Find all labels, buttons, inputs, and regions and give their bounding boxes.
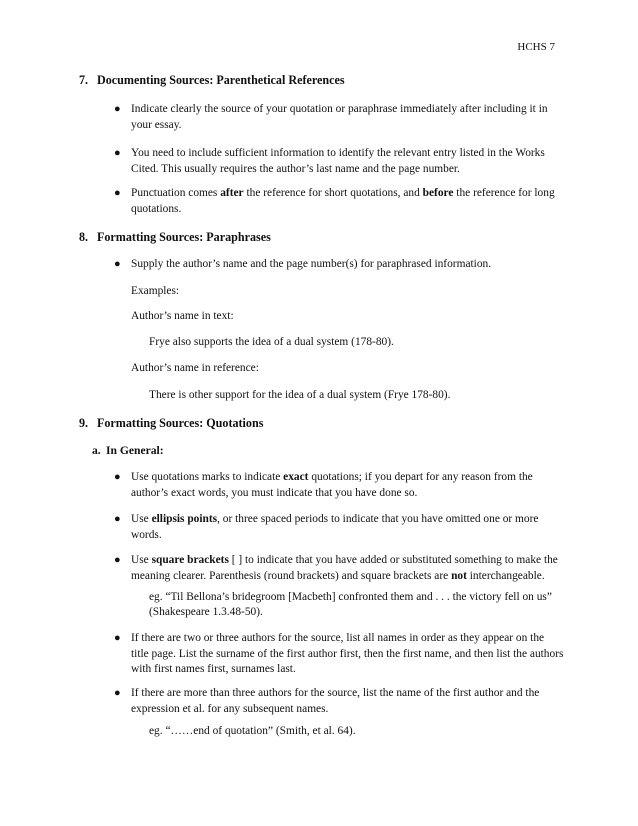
list-item [114,102,564,133]
bullet-icon: ● [114,513,121,525]
section-8-heading [79,230,271,246]
bullet-icon: ● [114,147,121,159]
bullet-text: Indicate clearly the source of your quotation or paraphrase immediately after including it in your essay. [131,103,548,131]
quotation-example: eg. “Til Bellona’s bridegroom [Macbeth] confronted them and . . . the victory fell on us” [149,591,552,603]
subsection-letter: a. [92,444,101,457]
bold-text-run: square brackets [151,554,229,566]
section-8-number: 8. [79,230,89,244]
list-item [114,257,564,273]
bold-text-run: ellipsis points [151,513,218,525]
example-label: Author’s name in text: [131,310,234,322]
bullet-icon: ● [114,687,121,699]
bold-text-run: not [451,569,467,582]
list-item [114,470,564,501]
list-item [114,512,564,543]
text-run: Punctuation comes [131,187,221,199]
section-8-title: Formatting Sources: Paraphrases [97,230,271,244]
bold-text-run: before [422,187,454,199]
list-item [114,631,564,678]
example-text: There is other support for the idea of a dual system (Frye 178-80). [149,389,451,401]
bullet-text: Supply the author’s name and the page number(s) for paraphrased information. [131,258,492,270]
bullet-text [131,512,564,543]
bold-text-run: exact [283,471,309,483]
list-item [114,146,564,177]
list-item [114,686,564,717]
section-7-heading [79,73,345,89]
bullet-icon: ● [114,554,121,566]
subsection-heading [92,443,164,459]
section-9-number: 9. [79,416,89,430]
text-run: Use [131,513,152,525]
bullet-icon: ● [114,471,121,483]
page-header-label: HCHS 7 [517,41,555,53]
text-run: the reference for long quotations. [131,187,555,215]
bullet-icon: ● [114,632,121,644]
bold-text-run: after [220,187,244,199]
text-run: quotations; if you depart for any reason from the author’s exact words, you must indicate that you have done so. [131,471,533,499]
section-9-heading [79,416,263,432]
text-run: Use [131,554,152,566]
text-run: , or three spaced periods to indicate that you have omitted one or more words. [131,513,539,541]
bullet-text [131,553,564,584]
bullet-text: If there are two or three authors for the source, list all names in order as they appear on the title page. List the surname of the first author first, then the first name, and then list the authors with first names first, surnames last. [131,632,564,675]
text-run: [ ] to indicate that you have added or substituted something to make the meaning clearer. Parenthesis (round brackets) and square brackets are [131,554,558,582]
list-item [114,553,564,584]
quotation-example: eg. “……end of quotation” (Smith, et al. 64). [149,725,356,737]
subsection-title: In General: [106,444,164,457]
quotation-example-citation: (Shakespeare 1.3.48-50). [149,606,263,618]
bullet-text [131,186,564,217]
bullet-text: You need to include sufficient information to identify the relevant entry listed in the Works Cited. This usually requires the author’s last name and the page number. [131,147,545,175]
text-run: interchangeable. [466,569,545,582]
text-run: Use quotations marks to indicate [131,471,284,483]
bullet-icon: ● [114,103,121,115]
section-9-title: Formatting Sources: Quotations [97,416,264,430]
text-run: the reference for short quotations, and [243,187,423,199]
example-label: Author’s name in reference: [131,362,259,374]
bullet-icon: ● [114,187,121,199]
section-7-number: 7. [79,73,89,87]
bullet-text: If there are more than three authors for the source, list the name of the first author and the expression et al. for any subsequent names. [131,687,540,715]
section-7-title: Documenting Sources: Parenthetical References [97,73,345,87]
examples-label: Examples: [131,285,180,297]
bullet-icon: ● [114,258,121,270]
list-item [114,186,564,217]
bullet-text [131,470,564,501]
example-text: Frye also supports the idea of a dual system (178-80). [149,336,394,348]
